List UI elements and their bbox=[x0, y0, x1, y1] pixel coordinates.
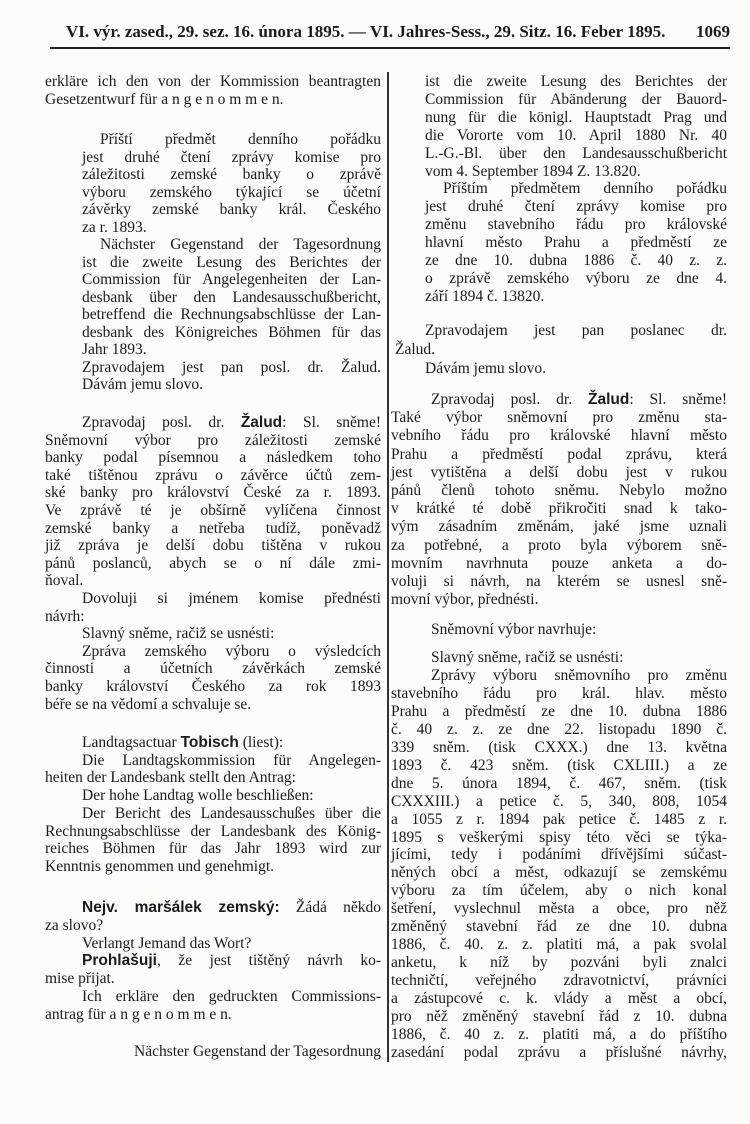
text-line: návrh: bbox=[45, 607, 85, 625]
text-line: Nächster Gegenstand der Tagesordnung bbox=[134, 1043, 381, 1060]
text-line: Ich erkläre den gedruckten Commissions- bbox=[82, 987, 381, 1005]
left-rapporteur-speech bbox=[45, 414, 381, 713]
text-segment: : Sl. sněme! bbox=[282, 414, 381, 431]
text-line bbox=[45, 952, 381, 970]
speaker-name: Žalud bbox=[588, 391, 630, 408]
text-line: hlavní město Prahu a předměstí ze bbox=[425, 234, 727, 252]
text-line: za slovo? bbox=[45, 916, 104, 934]
text-line: v krátké té době přikročiti snad k tako- bbox=[391, 500, 727, 518]
speaker-name: Tobisch bbox=[180, 734, 239, 751]
text-line: Commission für Angelegenheiten der Lan- bbox=[82, 271, 381, 288]
text-segment: Žádá někdo bbox=[279, 899, 381, 916]
text-segment: Zpravodaj posl. dr. bbox=[431, 391, 589, 408]
text-line: ze dne 10. dubna 1886 č. 40 z. z. bbox=[425, 252, 727, 270]
text-line: desbank über den Landesausschußbericht, bbox=[82, 288, 381, 306]
text-segment: , že jest tištěný návrh ko- bbox=[156, 952, 381, 970]
text-line: Příští předmět denního pořádku bbox=[100, 131, 381, 148]
text-line: Gesetzentwurf für a n g e n o m m e n. bbox=[45, 90, 284, 108]
text-line: ist die zweite Lesung des Berichtes der bbox=[82, 253, 381, 271]
text-line: betreffend die Rechnungsabschlüsse der Lan- bbox=[82, 306, 381, 323]
text-line: zasedání podal zprávu a příslušné návrhy, bbox=[391, 1043, 727, 1061]
text-line: vebního řádu pro královské hlavní město bbox=[391, 427, 727, 445]
text-line: Commission für Abänderung der Bauord- bbox=[425, 90, 727, 108]
text-line: záležitosti zemské banky o zprávě bbox=[82, 166, 381, 183]
text-line: výboru za tím účelem, aby o nich konal bbox=[391, 882, 727, 900]
column-divider bbox=[387, 72, 389, 1062]
header-rule bbox=[50, 47, 730, 49]
text-line: Dovoluji si jménem komise přednésti bbox=[82, 589, 381, 607]
text-line: za r. 1893. bbox=[82, 218, 147, 236]
text-line: ňoval. bbox=[45, 572, 84, 590]
text-line: Zprávy výboru sněmovního pro změnu bbox=[431, 666, 727, 684]
text-line: Sněmovní výbor pro záležitosti zemské bbox=[45, 431, 381, 449]
page-number: 1069 bbox=[696, 22, 730, 41]
text-line: vým zásadním změnám, jaké jsme uznali bbox=[391, 518, 727, 536]
text-line: Zpravodajem jest pan posl. dr. Žalud. bbox=[82, 358, 381, 376]
text-line: jest druhé čtení zprávy komise pro bbox=[82, 148, 381, 166]
text-line: pánů členů tohoto sněmu. Nebylo možno bbox=[391, 482, 727, 500]
text-line bbox=[45, 414, 381, 432]
text-line: techničtí, veřejného zdravotnictví, právníci bbox=[391, 972, 727, 990]
text-segment: Landtagsactuar bbox=[82, 734, 181, 751]
text-line: ské banky pro království České za r. 1893. bbox=[45, 484, 381, 502]
left-paragraph-german-close bbox=[45, 73, 381, 108]
text-line: a zástupcové c. k. vlády a měst a obcí, bbox=[391, 990, 727, 1008]
text-line: dne 5. února 1894, č. 467, sněm. (tisk bbox=[391, 774, 727, 792]
text-line: šetření, vyslechnul města a obce, pro něž bbox=[391, 900, 727, 918]
running-header bbox=[66, 22, 730, 44]
text-line: činnosti a účetních závěrkách zemské bbox=[45, 660, 381, 678]
right-committee-proposes bbox=[391, 621, 727, 639]
text-line: heiten der Landesbank stellt den Antrag: bbox=[45, 769, 296, 787]
text-line: září 1894 č. 13820. bbox=[425, 287, 545, 305]
text-line: za potřebné, a proto byla výborem sně- bbox=[391, 536, 727, 554]
text-line: Sněmovní výbor navrhuje: bbox=[431, 621, 597, 638]
text-line: banky království Českého za rok 1893 bbox=[45, 677, 381, 695]
text-line bbox=[45, 899, 381, 917]
text-line: jest druhé čtení zprávy komise pro bbox=[425, 198, 727, 216]
text-line: Der hohe Landtag wolle beschließen: bbox=[82, 787, 314, 805]
text-line: 1895 s veškerými spisy této věci se týka- bbox=[391, 828, 727, 846]
header-german: VI. Jahres-Sess., 29. Sitz. 16. Feber 1895. bbox=[369, 22, 666, 41]
text-line: die Vororte vom 10. April 1880 Nr. 40 bbox=[425, 126, 727, 144]
text-line: CXXXIII.) a petice č. 5, 340, 808, 1054 bbox=[391, 792, 727, 810]
text-line: výboru zemského týkající se účetní bbox=[82, 183, 381, 201]
text-line: Prahu a předměstí podal zprávu, která bbox=[391, 445, 727, 463]
text-line: Dávám jemu slovo. bbox=[425, 360, 546, 377]
speaker-name: Žalud bbox=[240, 414, 283, 431]
right-rapporteur-intro bbox=[395, 321, 727, 378]
text-line: Prahu a předměstí ze dne 10. dubna 1886 bbox=[391, 702, 727, 720]
text-line: č. 40 z. z. ze dne 22. listopadu 1890 č. bbox=[391, 720, 727, 738]
right-rapporteur-speech bbox=[391, 391, 727, 609]
text-line: Žalud. bbox=[395, 341, 436, 358]
text-line: Také výbor sněmovní pro změnu sta- bbox=[391, 409, 727, 427]
text-line: Jahr 1893. bbox=[82, 341, 147, 358]
speaker-name: Nejv. maršálek zemský: bbox=[82, 899, 280, 916]
text-line: 339 sněm. (tisk CXXX.) dne 13. května bbox=[391, 738, 727, 756]
text-line: Rechnungsabschlüsse der Landesbank des König- bbox=[45, 822, 381, 840]
text-line: desbank des Königreiches Böhmen für das bbox=[82, 323, 381, 341]
text-line: ist die zweite Lesung des Berichtes der bbox=[425, 73, 727, 90]
text-line: 1886, č. 40 z. z. platiti má, a do příštího bbox=[391, 1026, 727, 1044]
text-line: Zpráva zemského výboru o výsledcích bbox=[82, 642, 381, 660]
text-line: již zpráva je delší dobu tištěna v rukou bbox=[45, 537, 381, 555]
text-line: Příštím předmětem denního pořádku bbox=[443, 180, 727, 198]
text-line: reiches Böhmen für das Jahr 1893 wird zur bbox=[45, 840, 381, 858]
text-line: antrag für a n g e n o m m e n. bbox=[45, 1005, 232, 1023]
text-line: Slavný sněme, račiž se usnésti: bbox=[431, 649, 624, 666]
speaker-name: Prohlašuji bbox=[82, 952, 157, 970]
text-line: stavebního řádu pro král. hlav. město bbox=[391, 684, 727, 702]
text-line: Verlangt Jemand das Wort? bbox=[82, 934, 252, 952]
header-title bbox=[66, 22, 665, 42]
left-german-reading bbox=[45, 734, 381, 876]
text-line: jest vytištěna a delší dobu jest v rukou bbox=[391, 463, 727, 481]
text-line: Zpravodajem jest pan poslanec dr. bbox=[425, 322, 727, 339]
right-agenda-item bbox=[425, 73, 727, 306]
text-line: movní výbor, přednésti. bbox=[391, 591, 539, 609]
text-segment: (liest): bbox=[238, 734, 284, 751]
text-line: pánů poslanců, abych se o ní dále zmi- bbox=[45, 554, 381, 572]
text-line: 1893 č. 423 sněm. (tisk CXLIII.) a ze bbox=[391, 756, 727, 774]
header-czech: VI. výr. zased., 29. sez. 16. února 1895. bbox=[66, 22, 345, 41]
text-line: Slavný sněme, račiž se usnésti: bbox=[82, 625, 275, 643]
text-line: movním navrhnuta pouze anketa a do- bbox=[391, 554, 727, 572]
left-agenda-item bbox=[82, 131, 381, 394]
text-line: pro něž změněný stavební řád z 10. dubna bbox=[391, 1008, 727, 1026]
text-segment: : Sl. sněme! bbox=[629, 391, 728, 408]
text-line: jícími, tedy i podáními dřívějšími súčast- bbox=[391, 846, 727, 864]
text-line: zemské banky a netřeba tudíž, poněvadž bbox=[45, 519, 381, 537]
text-line: také tištěnou zprávu o závěrce účtů zem- bbox=[45, 466, 381, 484]
text-line: béře se na vědomí a schvaluje se. bbox=[45, 695, 252, 713]
text-line: Dávám jemu slovo. bbox=[82, 376, 203, 393]
text-line: nung für die königl. Hauptstadt Prag und bbox=[425, 108, 727, 126]
text-line: změnu stavebního řádu pro královské bbox=[425, 216, 727, 234]
text-line: Nächster Gegenstand der Tagesordnung bbox=[100, 236, 381, 253]
header-dash: — bbox=[348, 22, 366, 41]
text-line: změněný stavební řád ze dne 10. dubna bbox=[391, 918, 727, 936]
text-line: závěrky zemské banky král. Českého bbox=[82, 201, 381, 218]
text-line: o zprávě zemského výboru ze dne 4. bbox=[425, 269, 727, 287]
text-line: něných obcí a měst, odkazují se zemskému bbox=[391, 864, 727, 882]
text-segment: Zpravodaj posl. dr. bbox=[82, 414, 241, 431]
text-line: a 1055 z r. 1894 pak petice č. 1485 z r. bbox=[391, 810, 727, 828]
right-resolution bbox=[391, 649, 727, 1062]
left-next-item bbox=[97, 1043, 381, 1061]
text-line bbox=[45, 734, 381, 752]
text-line: vom 4. September 1894 Z. 13.820. bbox=[425, 162, 641, 180]
text-line bbox=[391, 391, 727, 409]
text-line: banky podal písemnou a následkem toho bbox=[45, 449, 381, 467]
text-line: voluji si návrh, na kterém se usnesl sně- bbox=[391, 573, 727, 591]
text-line: mise přijat. bbox=[45, 970, 115, 988]
text-line: L.-G.-Bl. über den Landesausschußbericht bbox=[425, 144, 727, 162]
text-line: Kenntnis genommen und genehmigt. bbox=[45, 857, 275, 875]
text-line: erkläre ich den von der Kommission beantragten bbox=[45, 73, 381, 90]
text-line: 1886, č. 40. z. z. platiti má, a pak svolal bbox=[391, 936, 727, 954]
text-line: anketu, k níž by pozváni byli znalci bbox=[391, 954, 727, 972]
text-line: Die Landtagskommission für Angelegen- bbox=[82, 751, 381, 769]
text-line: Der Bericht des Landesausschußes über die bbox=[82, 804, 381, 822]
left-marshal-statement bbox=[45, 899, 381, 1024]
text-line: Ve zprávě té je obšírně vylíčena činnost bbox=[45, 501, 381, 519]
